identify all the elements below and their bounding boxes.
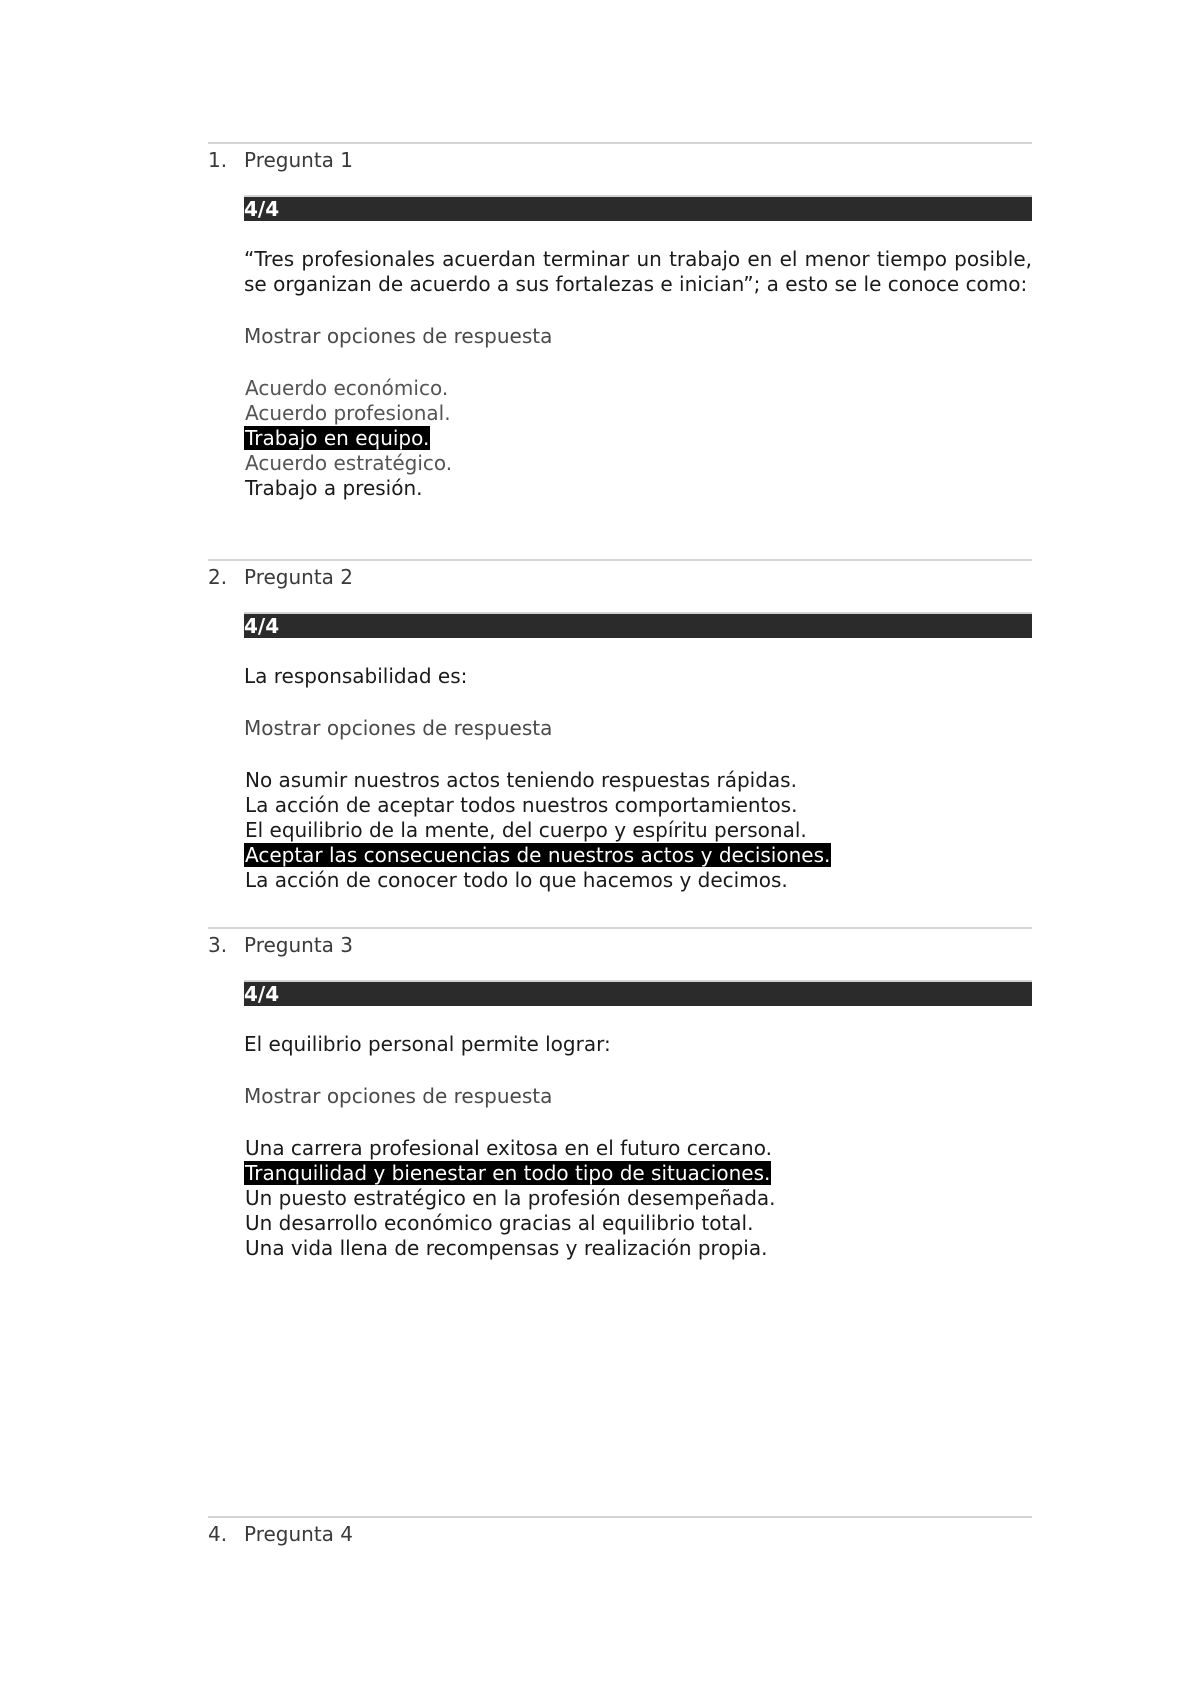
question-title: Pregunta 1: [244, 148, 354, 172]
answer-option[interactable]: Acuerdo económico.: [245, 376, 449, 400]
answer-option-selected[interactable]: Tranquilidad y bienestar en todo tipo de situaciones.: [245, 1161, 771, 1185]
question-title: Pregunta 3: [244, 933, 354, 957]
question-title: Pregunta 4: [244, 1522, 354, 1546]
answer-option[interactable]: Una vida llena de recompensas y realización propia.: [245, 1236, 768, 1260]
answer-option[interactable]: Un desarrollo económico gracias al equilibrio total.: [245, 1211, 754, 1235]
question-header: [208, 565, 1032, 589]
question-divider: [208, 142, 1032, 144]
show-options-link[interactable]: Mostrar opciones de respuesta: [244, 716, 553, 740]
question-number: 1.: [208, 148, 228, 172]
answer-option[interactable]: Trabajo a presión.: [245, 476, 423, 500]
answer-options: [244, 376, 1032, 501]
answer-options: [244, 768, 1032, 893]
question-3: [208, 927, 1032, 1261]
question-number: 3.: [208, 933, 228, 957]
question-text: “Tres profesionales acuerdan terminar un trabajo en el menor tiempo posible, se organizan de acuerdo a sus fortalezas e inician”; a esto se le conoce como:: [244, 247, 1032, 296]
question-divider: [208, 559, 1032, 561]
score-bar: 4/4: [244, 197, 1032, 221]
question-title: Pregunta 2: [244, 565, 354, 589]
answer-option[interactable]: El equilibrio de la mente, del cuerpo y espíritu personal.: [245, 818, 807, 842]
question-text: El equilibrio personal permite lograr:: [244, 1032, 611, 1056]
answer-option-selected[interactable]: Trabajo en equipo.: [245, 426, 430, 450]
question-1: [208, 142, 1032, 501]
answer-option[interactable]: Acuerdo profesional.: [245, 401, 451, 425]
answer-option-selected[interactable]: Aceptar las consecuencias de nuestros actos y decisiones.: [245, 843, 831, 867]
question-number: 4.: [208, 1522, 228, 1546]
answer-option[interactable]: La acción de aceptar todos nuestros comportamientos.: [245, 793, 798, 817]
answer-option[interactable]: Un puesto estratégico en la profesión desempeñada.: [245, 1186, 776, 1210]
answer-option[interactable]: La acción de conocer todo lo que hacemos y decimos.: [245, 868, 788, 892]
question-header: [208, 933, 1032, 957]
score-bar: 4/4: [244, 982, 1032, 1006]
answer-option[interactable]: No asumir nuestros actos teniendo respuestas rápidas.: [245, 768, 797, 792]
show-options-link[interactable]: Mostrar opciones de respuesta: [244, 1084, 553, 1108]
answer-option[interactable]: Una carrera profesional exitosa en el futuro cercano.: [245, 1136, 772, 1160]
show-options-link[interactable]: Mostrar opciones de respuesta: [244, 324, 553, 348]
answer-options: [244, 1136, 1032, 1261]
question-divider: [208, 927, 1032, 929]
question-header: [208, 1522, 1032, 1546]
question-number: 2.: [208, 565, 228, 589]
question-divider: [208, 1516, 1032, 1518]
question-4: [208, 1516, 1032, 1546]
score-bar: 4/4: [244, 614, 1032, 638]
question-text: La responsabilidad es:: [244, 664, 468, 688]
question-2: [208, 559, 1032, 893]
answer-option[interactable]: Acuerdo estratégico.: [245, 451, 453, 475]
question-header: [208, 148, 1032, 172]
